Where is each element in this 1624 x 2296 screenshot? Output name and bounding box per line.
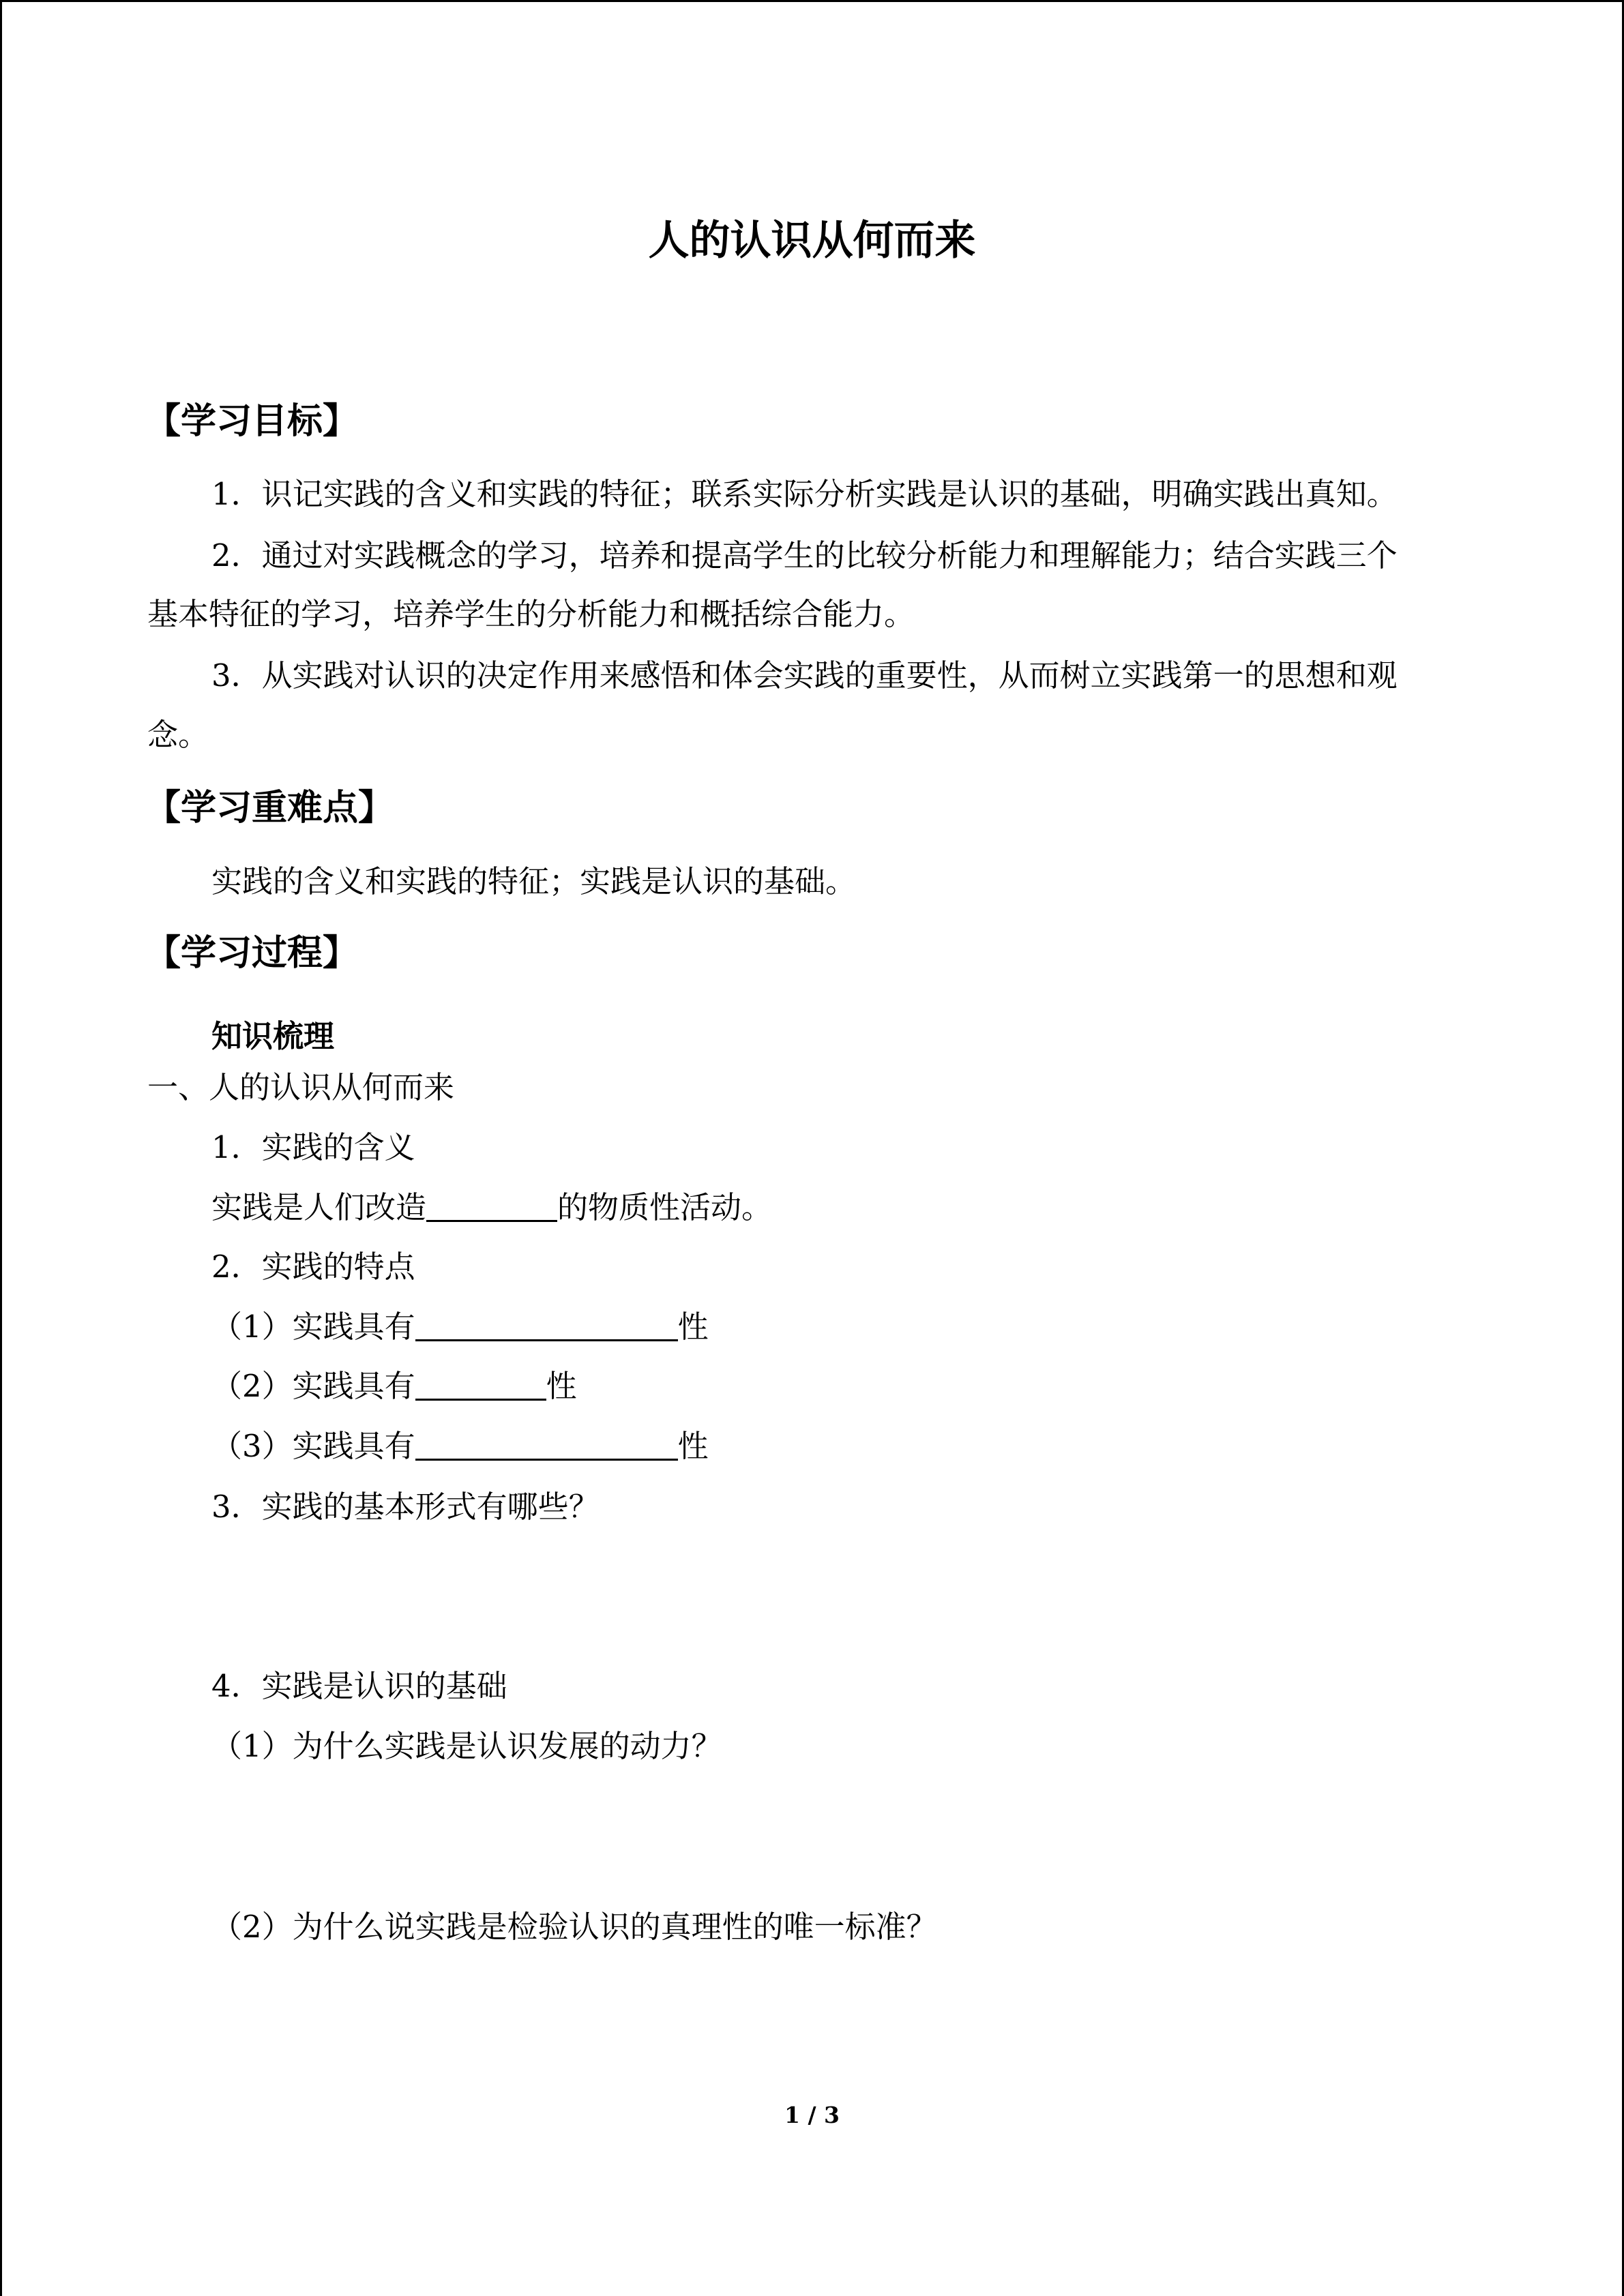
goal-1: 1．识记实践的含义和实践的特征；联系实际分析实践是认识的基础，明确实践出真知。 [211,476,1398,512]
feature-1-suffix: 性 [677,1309,709,1345]
question-3: 3．实践的基本形式有哪些？ [211,1489,600,1525]
question-4: 4．实践是认识的基础 [211,1668,507,1704]
question-4-1: （1）为什么实践是认识发展的动力？ [211,1728,722,1764]
feature-1 [211,1309,709,1345]
section-heading-goals: 【学习目标】 [145,401,359,442]
feature-3 [211,1428,709,1464]
goal-2-line-1: 2．通过对实践概念的学习，培养和提高学生的比较分析能力和理解能力；结合实践三个 [211,537,1398,573]
feature-2-suffix: 性 [546,1368,577,1404]
page-number: 1 / 3 [784,2102,840,2128]
part-heading: 一、人的认识从何而来 [147,1069,455,1105]
goal-2-line-2: 基本特征的学习，培养学生的分析能力和概括综合能力。 [147,596,915,632]
question-1: 1．实践的含义 [211,1129,415,1165]
fill-in-definition [211,1189,773,1225]
question-4-2: （2）为什么说实践是检验认识的真理性的唯一标准？ [211,1909,937,1945]
feature-2-blank[interactable] [415,1371,546,1401]
feature-2-text: （2）实践具有 [211,1368,415,1404]
page-title: 人的认识从何而来 [648,217,976,265]
knowledge-subheading: 知识梳理 [211,1018,335,1054]
section-heading-process: 【学习过程】 [145,933,359,974]
feature-1-text: （1）实践具有 [211,1309,415,1345]
goal-3-line-2: 念。 [147,717,209,753]
feature-3-text: （3）实践具有 [211,1428,415,1464]
feature-1-blank[interactable] [415,1312,678,1341]
key-points-text: 实践的含义和实践的特征；实践是认识的基础。 [211,863,857,899]
definition-blank[interactable] [426,1193,557,1222]
definition-text-before: 实践是人们改造 [211,1189,427,1225]
goal-3-line-1: 3．从实践对认识的决定作用来感悟和体会实践的重要性，从而树立实践第一的思想和观 [211,657,1398,694]
section-heading-key-points: 【学习重难点】 [145,788,394,829]
feature-3-blank[interactable] [415,1431,678,1461]
feature-2 [211,1368,577,1404]
feature-3-suffix: 性 [677,1428,709,1464]
definition-text-after: 的物质性活动。 [557,1189,773,1225]
question-2: 2．实践的特点 [211,1249,415,1285]
